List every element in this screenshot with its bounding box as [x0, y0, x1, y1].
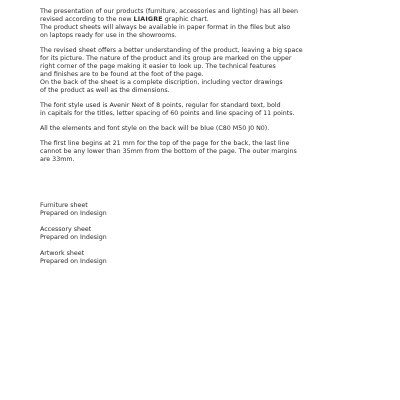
text-line: for its picture. The nature of the product and its group are marked on the upper: [40, 55, 292, 62]
item-subtitle: Prepared on Indesign: [40, 210, 107, 217]
text-line: and finishes are to be found at the foot of the page.: [40, 71, 204, 78]
text-line: in capitals for the titles, letter spacing of 60 points and line spacing of 11 points.: [40, 110, 295, 117]
item-title: Accessory sheet: [40, 226, 92, 233]
intro-paragraph: [40, 8, 380, 40]
font-style-paragraph: [40, 102, 380, 118]
text-line: cannot be any lower than 35mm from the bottom of the page. The outer margins: [40, 148, 297, 155]
artwork-sheet-item: [40, 250, 380, 266]
item-title: Artwork sheet: [40, 250, 85, 257]
item-subtitle: Prepared on Indesign: [40, 258, 107, 265]
text-line: right corner of the page making it easier to look up. The technical features: [40, 63, 276, 70]
margins-paragraph: [40, 140, 380, 164]
text-line: The first line begins at 21 mm for the top of the page for the back, the last line: [40, 140, 290, 147]
revised-sheet-paragraph: [40, 47, 380, 95]
text-line: on laptops ready for use in the showrooms.: [40, 32, 177, 39]
item-subtitle: Prepared on Indesign: [40, 234, 107, 241]
text-line: The product sheets will always be available in paper format in the files but also: [40, 24, 291, 31]
text-line: The revised sheet offers a better understanding of the product, leaving a big space: [40, 47, 303, 54]
text-line: [40, 16, 380, 24]
text-line: of the product as well as the dimensions.: [40, 87, 170, 94]
spacer: [40, 171, 380, 202]
text-fragment: revised according to the new: [40, 16, 134, 23]
item-title: Furniture sheet: [40, 202, 88, 209]
accessory-sheet-item: [40, 226, 380, 242]
furniture-sheet-item: [40, 202, 380, 218]
text-line: All the elements and font style on the back will be blue (C80 M50 J0 N0).: [40, 125, 270, 132]
brand-name: LIAIGRE: [133, 16, 163, 23]
text-line: The presentation of our products (furniture, accessories and lighting) has all been: [40, 8, 299, 15]
text-line: On the back of the sheet is a complete discription, including vector drawings: [40, 79, 283, 86]
text-line: are 33mm.: [40, 156, 75, 163]
document-page: [40, 8, 380, 274]
text-fragment: graphic chart.: [164, 16, 209, 23]
text-line: The font style used is Avenir Next of 8 points, regular for standard text, bold: [40, 102, 281, 109]
back-color-paragraph: [40, 125, 380, 133]
